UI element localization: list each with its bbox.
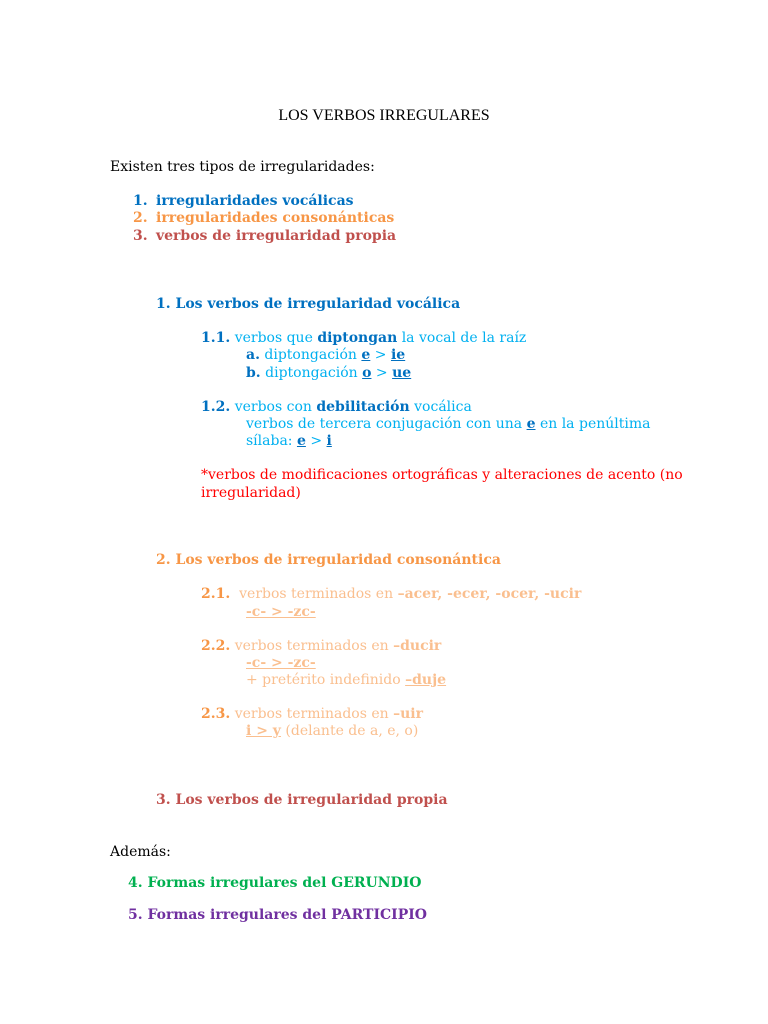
list-item-label: verbos de irregularidad propia [156,228,397,244]
section-3-heading: 3. Los verbos de irregularidad propia [156,792,448,808]
list-item [133,193,354,210]
subsection-2-3: 2.3. verbos terminados en –uir [201,706,423,722]
ademas-text: Además: [110,844,171,860]
section-5-heading: 5. Formas irregulares del PARTICIPIO [128,907,427,923]
subsection-1-2-line: verbos de tercera conjugación con una e en la penúltima [246,416,651,432]
subsection-number: 1.2. [201,399,231,415]
subsection-2-2: 2.2. verbos terminados en –ducir [201,638,442,654]
list-item-label: irregularidades consonánticas [156,210,395,226]
list-number: 2. [133,210,148,226]
subsection-1-1-item-a: a. diptongación e > ie [246,347,406,363]
list-item-label: irregularidades vocálicas [156,193,354,209]
subsection-number: 2.3. [201,706,231,722]
list-item [133,210,394,227]
section-4-heading: 4. Formas irregulares del GERUNDIO [128,875,422,891]
subsection-1-2-line: sílaba: e > i [246,433,332,449]
subsection-2-1: 2.1. verbos terminados en –acer, -ecer, -ocer, -ucir [201,586,582,602]
page-title: LOS VERBOS IRREGULARES [278,107,490,124]
subsection-number: 1.1. [201,330,231,346]
rule-text: i > y (delante de a, e, o) [246,723,419,739]
subsection-1-1-item-b: b. diptongación o > ue [246,365,412,381]
note-text: irregularidad) [201,485,301,501]
extra-text: + pretérito indefinido –duje [246,672,447,688]
subsection-1-2: 1.2. verbos con debilitación vocálica [201,399,472,415]
subsection-1-1: 1.1. verbos que diptongan la vocal de la raíz [201,330,527,346]
list-number: 1. [133,193,148,209]
subsection-number: 2.1. [201,586,231,602]
rule-text: -c- > -zc- [246,604,316,620]
note-text: *verbos de modificaciones ortográficas y alteraciones de acento (no [201,467,683,483]
section-2-heading: 2. Los verbos de irregularidad consonántica [156,552,501,568]
list-item [133,228,396,245]
intro-text: Existen tres tipos de irregularidades: [110,159,375,175]
rule-text: -c- > -zc- [246,655,316,671]
section-1-heading: 1. Los verbos de irregularidad vocálica [156,296,461,312]
list-number: 3. [133,228,148,244]
subsection-number: 2.2. [201,638,231,654]
